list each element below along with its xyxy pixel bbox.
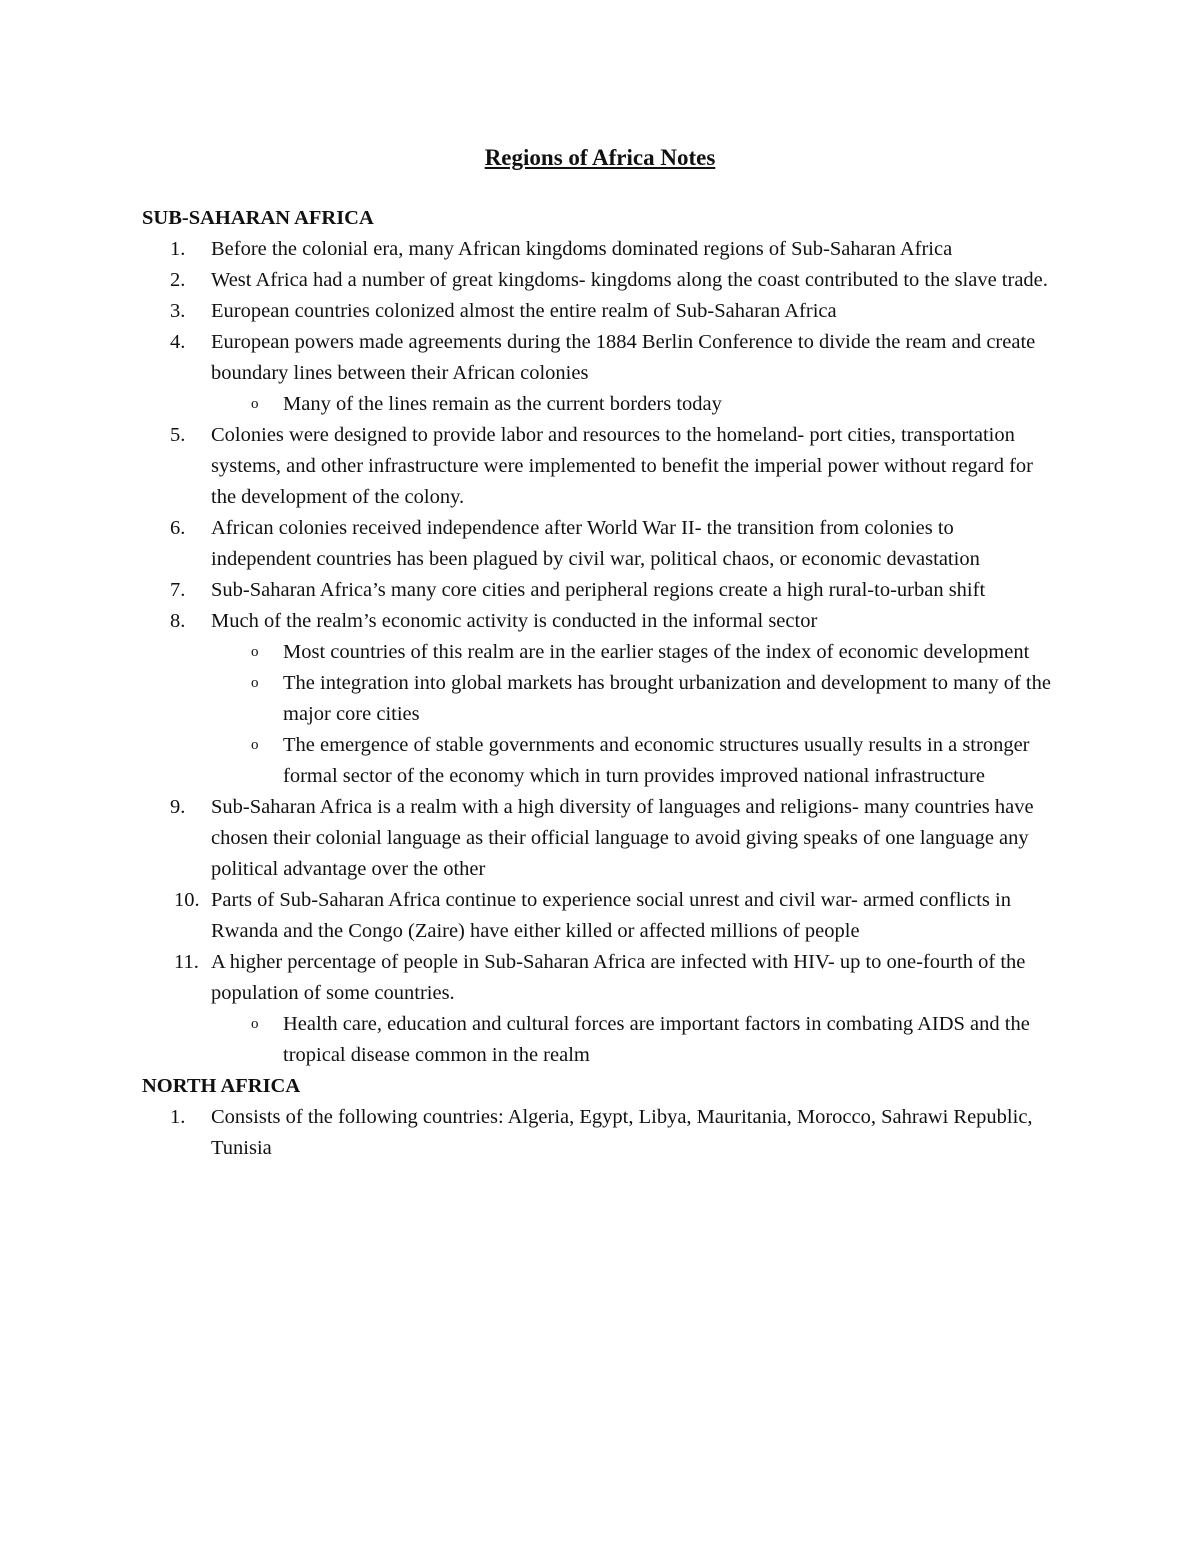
page-title: Regions of Africa Notes <box>484 145 716 170</box>
item-text: European powers made agreements during the 1884 Berlin Conference to divide the ream and create boundary lines between their African colonies <box>211 331 1036 384</box>
item-text: Before the colonial era, many African kingdoms dominated regions of Sub-Saharan Africa <box>211 238 953 260</box>
list-item <box>142 1102 1058 1164</box>
list-item <box>142 234 1058 265</box>
item-text: African colonies received independence after World War II- the transition from colonies to independent countries has been plagued by civil war, political chaos, or economic devastation <box>211 517 980 570</box>
sub-item-text: The emergence of stable governments and economic structures usually results in a stronger formal sector of the economy which in turn provides improved national infrastructure <box>283 734 1030 787</box>
numbered-list <box>142 234 1080 1071</box>
item-text: Consists of the following countries: Algeria, Egypt, Libya, Mauritania, Morocco, Sahrawi Republic, Tunisia <box>211 1106 1033 1159</box>
sub-bullet-list <box>211 389 1058 420</box>
list-item <box>142 513 1058 575</box>
item-number: 3. <box>170 300 186 322</box>
sub-bullet-list <box>211 1009 1058 1071</box>
item-text: Sub-Saharan Africa is a realm with a high diversity of languages and religions- many countries have chosen their colonial language as their official language to avoid giving speaks of one language any political advantage over the other <box>211 796 1034 880</box>
item-number: 7. <box>170 579 186 601</box>
item-number: 8. <box>170 610 186 632</box>
sub-item-text: Many of the lines remain as the current borders today <box>283 393 722 415</box>
item-text: A higher percentage of people in Sub-Saharan Africa are infected with HIV- up to one-fourth of the population of some countries. <box>211 951 1026 1004</box>
sub-bullet-list <box>211 637 1058 792</box>
item-text: Parts of Sub-Saharan Africa continue to experience social unrest and civil war- armed conflicts in Rwanda and the Congo (Zaire) have either killed or affected millions of people <box>211 889 1011 942</box>
item-number: 9. <box>170 796 186 818</box>
item-number: 10. <box>174 889 200 911</box>
sub-list-item <box>211 668 1058 730</box>
item-text: Colonies were designed to provide labor and resources to the homeland- port cities, transportation systems, and other infrastructure were implemented to benefit the imperial power without regard for the development of the colony. <box>211 424 1034 508</box>
hollow-bullet-icon: o <box>251 644 259 660</box>
hollow-bullet-icon: o <box>251 396 259 412</box>
list-item <box>142 575 1058 606</box>
item-number: 1. <box>170 238 186 260</box>
list-item <box>142 947 1058 1071</box>
list-item <box>142 296 1058 327</box>
item-number: 11. <box>174 951 199 973</box>
item-text: Sub-Saharan Africa’s many core cities and peripheral regions create a high rural-to-urban shift <box>211 579 986 601</box>
sub-item-text: The integration into global markets has brought urbanization and development to many of the major core cities <box>283 672 1051 725</box>
sub-list-item <box>211 1009 1058 1071</box>
item-number: 5. <box>170 424 186 446</box>
list-item <box>142 606 1058 792</box>
numbered-list <box>142 1102 1080 1164</box>
item-text: West Africa had a number of great kingdoms- kingdoms along the coast contributed to the slave trade. <box>211 269 1048 291</box>
sub-item-text: Health care, education and cultural forces are important factors in combating AIDS and the tropical disease common in the realm <box>283 1013 1030 1066</box>
item-text: European countries colonized almost the entire realm of Sub-Saharan Africa <box>211 300 837 322</box>
list-item <box>142 420 1058 513</box>
hollow-bullet-icon: o <box>251 737 259 753</box>
item-text: Much of the realm’s economic activity is conducted in the informal sector <box>211 610 818 632</box>
hollow-bullet-icon: o <box>251 1016 259 1032</box>
item-number: 2. <box>170 269 186 291</box>
item-number: 1. <box>170 1106 186 1128</box>
notes-content <box>142 203 1080 1164</box>
hollow-bullet-icon: o <box>251 675 259 691</box>
list-item <box>142 792 1058 885</box>
sub-list-item <box>211 637 1058 668</box>
section-heading: NORTH AFRICA <box>142 1075 301 1097</box>
sub-list-item <box>211 389 1058 420</box>
list-item <box>142 327 1058 420</box>
list-item <box>142 265 1058 296</box>
sub-item-text: Most countries of this realm are in the earlier stages of the index of economic development <box>283 641 1030 663</box>
sub-list-item <box>211 730 1058 792</box>
item-number: 6. <box>170 517 186 539</box>
section-heading: SUB-SAHARAN AFRICA <box>142 207 374 229</box>
list-item <box>142 885 1058 947</box>
item-number: 4. <box>170 331 186 353</box>
